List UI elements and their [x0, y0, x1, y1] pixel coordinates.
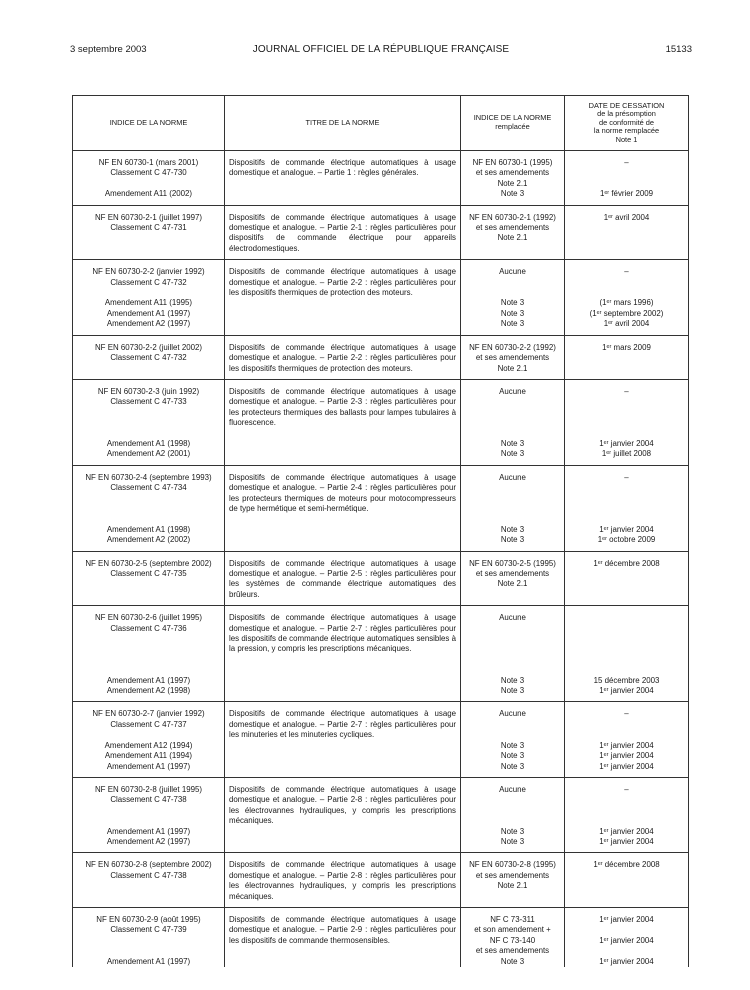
cell-line: Note 3: [500, 449, 525, 459]
cell-line: Aucune: [499, 709, 526, 719]
norm-title-text: Dispositifs de commande électrique automatiques à usage domestique et analogue. – Partie 2-7 : règles particulières pour les minuteries et les minuteries cycliques.: [229, 709, 456, 740]
cell-line: Note 3: [500, 761, 525, 771]
cell-line: Aucune: [499, 267, 526, 277]
table-row: [73, 853, 689, 908]
cell-line: Note 2.1: [497, 579, 528, 589]
cell-line: Classement C 47-732: [110, 277, 187, 287]
norm-index-cell: [73, 907, 225, 967]
cell-line: [569, 946, 684, 956]
norm-title-cell: [225, 465, 461, 551]
cell-line: [569, 179, 684, 189]
cell-line: [465, 418, 560, 428]
cell-line: –: [624, 158, 629, 167]
cell-line: NF EN 60730-2-1 (1992): [469, 212, 556, 222]
norm-title-cell: [225, 777, 461, 852]
cessation-date-cell: [565, 907, 689, 967]
cell-line: 1ᵉʳ janvier 2004: [599, 935, 654, 945]
norm-title-text: Dispositifs de commande électrique automatiques à usage domestique et analogue. – Partie 1 : règles générales.: [229, 158, 456, 178]
table-row: [73, 260, 689, 335]
cessation-date-cell: [565, 465, 689, 551]
cell-line: [569, 795, 684, 805]
cell-line: [465, 397, 560, 407]
cell-line: Classement C 47-732: [110, 353, 187, 363]
cell-line: et ses amendements: [475, 870, 550, 880]
cell-line: (1ᵉʳ septembre 2002): [589, 308, 664, 318]
norm-index-cell: [73, 260, 225, 335]
cell-line: Note 2.1: [497, 363, 528, 373]
cell-line: [77, 946, 220, 956]
cell-line: NF EN 60730-2-5 (1995): [469, 558, 556, 568]
cell-line: Classement C 47-738: [110, 870, 187, 880]
cell-line: [77, 816, 220, 826]
cell-line: Amendement A1 (1997): [106, 761, 191, 771]
norm-index-cell: [73, 151, 225, 206]
cell-line: 1ᵉʳ janvier 2004: [599, 751, 654, 761]
cell-line: et ses amendements: [475, 168, 550, 178]
cell-line: [569, 408, 684, 418]
cell-line: [465, 795, 560, 805]
replaced-norm-cell: [461, 151, 565, 206]
cell-line: Amendement A12 (1994): [104, 740, 193, 750]
table-row: [73, 335, 689, 379]
column-header-titre: TITRE DE LA NORME: [225, 96, 461, 151]
table-header-row: [73, 96, 689, 151]
norm-index-cell: [73, 551, 225, 606]
norm-index-cell: [73, 379, 225, 465]
cell-line: [465, 494, 560, 504]
cell-line: [77, 494, 220, 504]
cell-line: Amendement A1 (1997): [106, 956, 191, 966]
cell-line: [465, 514, 560, 524]
norm-index-cell: [73, 335, 225, 379]
cell-line: [569, 806, 684, 816]
cell-line: [77, 936, 220, 946]
cell-line: [569, 816, 684, 826]
cell-line: NF EN 60730-2-7 (janvier 1992): [92, 709, 205, 719]
cell-line: Note 3: [500, 751, 525, 761]
cell-line: [77, 644, 220, 654]
cell-line: Amendement A2 (2001): [106, 449, 191, 459]
cell-line: Note 3: [500, 189, 525, 199]
cell-line: Classement C 47-734: [110, 483, 187, 493]
cell-line: [465, 278, 560, 288]
cell-line: Amendement A1 (1997): [106, 826, 191, 836]
cell-line: 1ᵉʳ octobre 2009: [597, 535, 656, 545]
column-header-remplacee: INDICE DE LA NORME remplacée: [461, 96, 565, 151]
cell-line: Amendement A2 (1997): [106, 836, 191, 846]
norm-title-cell: [225, 853, 461, 908]
cell-line: (1ᵉʳ mars 1996): [599, 298, 654, 308]
cell-line: –: [624, 386, 629, 396]
cessation-date-cell: [565, 702, 689, 777]
norm-title-cell: [225, 151, 461, 206]
table-row: [73, 465, 689, 551]
cell-line: 1ᵉʳ janvier 2004: [599, 914, 654, 924]
norm-title-text: Dispositifs de commande électrique automatiques à usage domestique et analogue. – Partie 2-1 : règles particulières pour dispositifs de commande électrique pour appareils électrodomestiques.: [229, 212, 456, 253]
cell-line: [465, 720, 560, 730]
cessation-date-cell: [565, 606, 689, 702]
cell-line: NF EN 60730-2-6 (juillet 1995): [94, 613, 202, 623]
cell-line: –: [624, 784, 629, 794]
cell-line: 1ᵉʳ janvier 2004: [599, 836, 654, 846]
cell-line: [465, 408, 560, 418]
norm-title-text: Dispositifs de commande électrique automatiques à usage domestique et analogue. – Partie 2-2 : règles particulières pour les dispositifs thermiques de protection des moteurs.: [229, 342, 456, 373]
cell-line: [77, 634, 220, 644]
cell-line: Amendement A1 (1997): [106, 308, 191, 318]
norm-title-text: Dispositifs de commande électrique automatiques à usage domestique et analogue. – Partie 2-4 : règles particulières pour les protecteurs thermiques de moteurs pour motocompresseurs de type hermétique et semi-hermétique.: [229, 472, 456, 513]
norm-title-text: Dispositifs de commande électrique automatiques à usage domestique et analogue. – Partie 2-8 : règles particulières pour les électrovannes hydrauliques, y compris les prescriptions mécaniques.: [229, 784, 456, 826]
cell-line: [569, 624, 684, 634]
cell-line: [569, 644, 684, 654]
cell-line: Note 3: [500, 836, 525, 846]
cell-line: [465, 634, 560, 644]
cell-line: Classement C 47-737: [110, 719, 187, 729]
table-row: [73, 907, 689, 967]
cell-line: Amendement A11 (1995): [104, 298, 193, 308]
issue-date: 3 septembre 2003: [70, 44, 147, 55]
cell-line: NF C 73-140: [489, 935, 536, 945]
cell-line: Amendement A2 (1998): [106, 686, 191, 696]
cell-line: [569, 720, 684, 730]
norm-title-cell: [225, 205, 461, 260]
cell-line: [569, 278, 684, 288]
cell-line: [569, 655, 684, 665]
cessation-date-cell: [565, 260, 689, 335]
cell-line: [569, 514, 684, 524]
cell-line: –: [624, 267, 629, 277]
norm-title-cell: [225, 606, 461, 702]
cell-line: Note 3: [500, 535, 525, 545]
cell-line: [77, 730, 220, 740]
cell-line: [77, 288, 220, 298]
replaced-norm-cell: [461, 465, 565, 551]
cell-line: NF EN 60730-2-5 (septembre 2002): [85, 558, 212, 568]
cell-line: [465, 644, 560, 654]
cell-line: NF EN 60730-2-4 (septembre 1993): [85, 472, 212, 482]
cell-line: 1ᵉʳ mars 2009: [602, 342, 651, 352]
table-row: [73, 777, 689, 852]
cell-line: Amendement A1 (1997): [106, 675, 191, 685]
norm-title-text: Dispositifs de commande électrique automatiques à usage domestique et analogue. – Partie 2-7 : règles particulières pour les dispositifs de commande électrique automatiques sensibles à la pression, y compris les prescriptions mécaniques.: [229, 613, 456, 654]
replaced-norm-cell: [461, 907, 565, 967]
cell-line: Note 3: [500, 308, 525, 318]
page-header: [70, 44, 692, 58]
cell-line: 1ᵉʳ janvier 2004: [599, 761, 654, 771]
table-row: [73, 606, 689, 702]
cell-line: [569, 288, 684, 298]
cell-line: 1ᵉʳ décembre 2008: [593, 558, 660, 568]
cell-line: [465, 288, 560, 298]
cell-line: [569, 494, 684, 504]
cell-line: 1ᵉʳ décembre 2008: [593, 860, 660, 870]
cell-line: –: [624, 472, 629, 482]
standards-table: [72, 95, 689, 967]
norm-title-cell: [225, 551, 461, 606]
cell-line: et ses amendements: [475, 946, 550, 956]
norm-title-cell: [225, 260, 461, 335]
cell-line: Note 3: [500, 826, 525, 836]
cell-line: 1ᵉʳ avril 2004: [603, 319, 650, 329]
replaced-norm-cell: [461, 853, 565, 908]
replaced-norm-cell: [461, 777, 565, 852]
cell-line: Amendement A2 (2002): [106, 535, 191, 545]
cessation-date-cell: [565, 379, 689, 465]
norm-title-cell: [225, 379, 461, 465]
cell-line: Note 2.1: [497, 881, 528, 891]
cell-line: [569, 730, 684, 740]
cell-line: 15 décembre 2003: [593, 675, 660, 685]
cell-line: [569, 634, 684, 644]
cell-line: Classement C 47-731: [110, 223, 187, 233]
cell-line: et son amendement +: [474, 925, 551, 935]
cell-line: NF EN 60730-1 (mars 2001): [98, 158, 199, 167]
cell-line: NF EN 60730-2-9 (août 1995): [96, 914, 201, 924]
cell-line: NF EN 60730-2-2 (janvier 1992): [92, 267, 205, 277]
column-header-indice: INDICE DE LA NORME: [73, 96, 225, 151]
cell-line: 1ᵉʳ janvier 2004: [599, 740, 654, 750]
norm-title-text: Dispositifs de commande électrique automatiques à usage domestique et analogue. – Partie 2-3 : règles particulières pour les protecteurs thermiques des ballasts pour lampes tubulaires à fluorescence.: [229, 386, 456, 428]
cessation-date-cell: [565, 151, 689, 206]
cell-line: Note 3: [500, 956, 525, 966]
norm-title-cell: [225, 702, 461, 777]
cell-line: [77, 429, 220, 439]
cell-line: [569, 483, 684, 493]
cell-line: Aucune: [499, 613, 526, 623]
cell-line: Note 3: [500, 686, 525, 696]
cell-line: [465, 504, 560, 514]
replaced-norm-cell: [461, 260, 565, 335]
cell-line: 1ᵉʳ janvier 2004: [599, 438, 654, 448]
cell-line: [569, 504, 684, 514]
cessation-date-cell: [565, 551, 689, 606]
cell-line: 1ᵉʳ février 2009: [599, 189, 654, 199]
cell-line: [77, 806, 220, 816]
cell-line: NF EN 60730-2-2 (juillet 2002): [94, 342, 202, 352]
cell-line: Note 3: [500, 438, 525, 448]
cell-line: Classement C 47-739: [110, 925, 187, 935]
cell-line: NF C 73-311: [490, 914, 535, 924]
cell-line: Classement C 47-735: [110, 569, 187, 578]
norm-index-cell: [73, 702, 225, 777]
table-row: [73, 551, 689, 606]
cell-line: Amendement A2 (1997): [106, 319, 191, 329]
table-row: [73, 205, 689, 260]
cell-line: [77, 408, 220, 418]
cessation-date-cell: [565, 205, 689, 260]
cell-line: [465, 806, 560, 816]
cell-line: [465, 665, 560, 675]
cell-line: [465, 483, 560, 493]
cell-line: 1ᵉʳ janvier 2004: [599, 956, 654, 966]
cell-line: Amendement A11 (2002): [104, 189, 193, 199]
cell-line: 1ᵉʳ avril 2004: [603, 212, 650, 222]
cell-line: [77, 655, 220, 665]
cell-line: [465, 429, 560, 439]
cell-line: Note 2.1: [497, 233, 528, 243]
replaced-norm-cell: [461, 205, 565, 260]
norm-index-cell: [73, 465, 225, 551]
cell-line: [465, 730, 560, 740]
cell-line: NF EN 60730-1 (1995): [472, 158, 553, 167]
cell-line: [569, 429, 684, 439]
cell-line: Classement C 47-730: [110, 168, 187, 178]
cell-line: Aucune: [499, 472, 526, 482]
cell-line: [569, 397, 684, 407]
cell-line: et ses amendements: [475, 569, 550, 578]
cell-line: [569, 418, 684, 428]
norm-index-cell: [73, 205, 225, 260]
replaced-norm-cell: [461, 335, 565, 379]
cell-line: 1ᵉʳ janvier 2004: [599, 524, 654, 534]
cell-line: 1ᵉʳ juillet 2008: [601, 449, 652, 459]
table-row: [73, 702, 689, 777]
cell-line: Amendement A1 (1998): [106, 438, 191, 448]
cell-line: [569, 168, 684, 178]
norm-title-text: Dispositifs de commande électrique automatiques à usage domestique et analogue. – Partie 2-8 : règles particulières pour les électrovannes hydrauliques, y compris les prescriptions mécaniques.: [229, 860, 456, 901]
norm-title-text: Dispositifs de commande électrique automatiques à usage domestique et analogue. – Partie 2-5 : règles particulières pour les systèmes de commande électrique automatiques des brûleurs.: [229, 558, 456, 599]
norm-index-cell: [73, 777, 225, 852]
norm-title-cell: [225, 907, 461, 967]
column-header-cessation: DATE DE CESSATION de la présomption de conformité de la norme remplacée Note 1: [565, 96, 689, 151]
cell-line: [569, 613, 684, 623]
cessation-date-cell: [565, 853, 689, 908]
cell-line: Aucune: [499, 386, 526, 396]
cessation-date-cell: [565, 335, 689, 379]
cell-line: Classement C 47-738: [110, 795, 187, 805]
cell-line: Note 3: [500, 675, 525, 685]
cell-line: –: [624, 709, 629, 719]
table-row: [73, 379, 689, 465]
cell-line: Amendement A1 (1998): [106, 524, 191, 534]
cell-line: Note 2.1: [497, 178, 528, 188]
replaced-norm-cell: [461, 551, 565, 606]
cell-line: NF EN 60730-2-8 (juillet 1995): [94, 784, 202, 794]
cell-line: et ses amendements: [475, 223, 550, 233]
cell-line: NF EN 60730-2-3 (juin 1992): [97, 386, 200, 396]
cell-line: [569, 925, 684, 935]
cell-line: [465, 655, 560, 665]
cell-line: Aucune: [499, 784, 526, 794]
norm-title-cell: [225, 335, 461, 379]
cell-line: Note 3: [500, 298, 525, 308]
replaced-norm-cell: [461, 379, 565, 465]
cell-line: Note 3: [500, 740, 525, 750]
norm-index-cell: [73, 606, 225, 702]
cell-line: NF EN 60730-2-8 (septembre 2002): [85, 860, 212, 870]
cell-line: Classement C 47-733: [110, 397, 187, 407]
cell-line: [77, 514, 220, 524]
replaced-norm-cell: [461, 702, 565, 777]
cell-line: [77, 179, 220, 189]
cell-line: [77, 504, 220, 514]
cell-line: NF EN 60730-2-1 (juillet 1997): [94, 212, 202, 222]
cell-line: Amendement A11 (1994): [104, 751, 193, 761]
cell-line: Note 3: [500, 524, 525, 534]
cell-line: NF EN 60730-2-2 (1992): [469, 342, 556, 352]
norm-title-text: Dispositifs de commande électrique automatiques à usage domestique et analogue. – Partie 2-2 : règles particulières pour les dispositifs thermiques de protection des moteurs.: [229, 267, 456, 298]
cell-line: [77, 418, 220, 428]
cell-line: [465, 624, 560, 634]
page-number: 15133: [665, 44, 692, 55]
table-body: [73, 151, 689, 968]
cell-line: 1ᵉʳ janvier 2004: [599, 826, 654, 836]
cell-line: et ses amendements: [475, 353, 550, 363]
cell-line: [465, 816, 560, 826]
table-row: [73, 151, 689, 206]
cell-line: 1ᵉʳ janvier 2004: [599, 686, 654, 696]
journal-title: JOURNAL OFFICIEL DE LA RÉPUBLIQUE FRANÇAISE: [252, 44, 510, 55]
cell-line: Note 3: [500, 319, 525, 329]
cessation-date-cell: [565, 777, 689, 852]
norm-index-cell: [73, 853, 225, 908]
norm-title-text: Dispositifs de commande électrique automatiques à usage domestique et analogue. – Partie 2-9 : règles particulières pour les dispositifs de commande thermosensibles.: [229, 914, 456, 945]
replaced-norm-cell: [461, 606, 565, 702]
cell-line: NF EN 60730-2-8 (1995): [469, 860, 556, 870]
cell-line: [569, 665, 684, 675]
cell-line: [77, 665, 220, 675]
cell-line: Classement C 47-736: [110, 623, 187, 633]
